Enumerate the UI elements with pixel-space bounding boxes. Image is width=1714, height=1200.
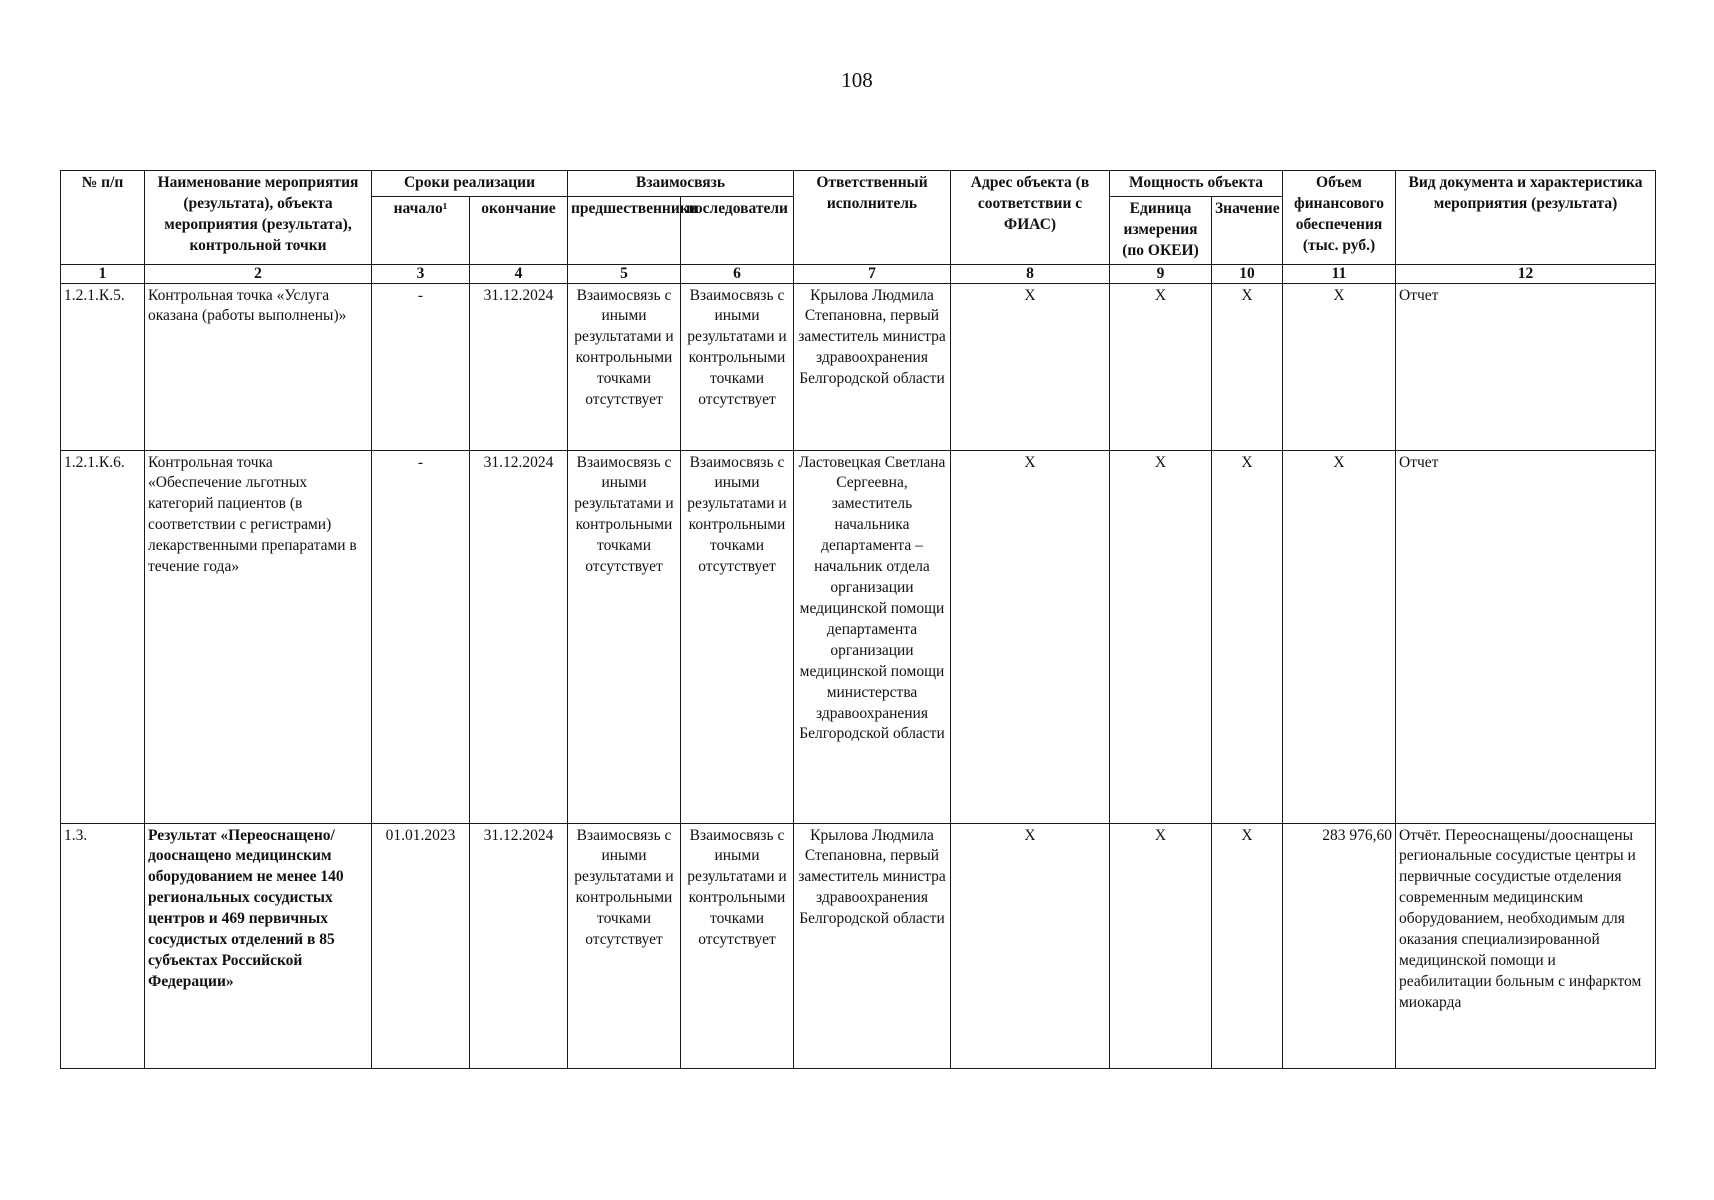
row-finance: Х (1283, 283, 1396, 450)
column-numbers-row (61, 264, 1656, 283)
row-document: Отчёт. Переоснащены/дооснащены региональные сосудистые центры и первичные сосудистые отделения современным медицинским оборудованием, необходимым для оказания специализированной медицинской помощи и реабилитации больным с инфарктом миокарда (1396, 823, 1656, 1068)
row-start-date: 01.01.2023 (372, 823, 470, 1068)
row-unit: Х (1110, 450, 1212, 823)
row-number: 1.2.1.К.5. (61, 283, 145, 450)
row-predecessors: Взаимосвязь с иными результатами и контрольными точками отсутствует (568, 823, 681, 1068)
header-successors: последователи (681, 196, 794, 264)
page-number: 108 (841, 68, 873, 92)
column-number: 4 (470, 264, 568, 283)
row-predecessors: Взаимосвязь с иными результатами и контрольными точками отсутствует (568, 283, 681, 450)
column-number: 11 (1283, 264, 1396, 283)
row-responsible: Ластовецкая Светлана Сергеевна, заместитель начальника департамента – начальник отдела организации медицинской помощи департамента организации медицинской помощи министерства здравоохранения Белгородской области (794, 450, 951, 823)
measures-table (60, 170, 1656, 1069)
column-number: 8 (951, 264, 1110, 283)
row-value: Х (1212, 283, 1283, 450)
column-number: 7 (794, 264, 951, 283)
row-successors: Взаимосвязь с иными результатами и контрольными точками отсутствует (681, 450, 794, 823)
header-start: начало¹ (372, 196, 470, 264)
table-row (61, 823, 1656, 1068)
header-capacity: Мощность объекта (1110, 171, 1283, 197)
row-address: Х (951, 823, 1110, 1068)
header-value: Значение (1212, 196, 1283, 264)
row-document: Отчет (1396, 450, 1656, 823)
column-number: 12 (1396, 264, 1656, 283)
row-document: Отчет (1396, 283, 1656, 450)
row-successors: Взаимосвязь с иными результатами и контрольными точками отсутствует (681, 283, 794, 450)
header-dates: Сроки реализации (372, 171, 568, 197)
header-end: окончание (470, 196, 568, 264)
row-value: Х (1212, 823, 1283, 1068)
header-num: № п/п (61, 171, 145, 265)
table-row (61, 450, 1656, 823)
row-name: Контрольная точка «Услуга оказана (работы выполнены)» (145, 283, 372, 450)
header-row-1 (61, 171, 1656, 197)
column-number: 9 (1110, 264, 1212, 283)
header-address: Адрес объекта (в соответствии с ФИАС) (951, 171, 1110, 265)
table-row (61, 283, 1656, 450)
header-name: Наименование мероприятия (результата), объекта мероприятия (результата), контрольной точки (145, 171, 372, 265)
row-end-date: 31.12.2024 (470, 823, 568, 1068)
row-value: Х (1212, 450, 1283, 823)
column-number: 1 (61, 264, 145, 283)
header-relations: Взаимосвязь (568, 171, 794, 197)
row-name: Контрольная точка «Обеспечение льготных категорий пациентов (в соответствии с регистрами) лекарственными препаратами в течение года» (145, 450, 372, 823)
row-predecessors: Взаимосвязь с иными результатами и контрольными точками отсутствует (568, 450, 681, 823)
row-responsible: Крылова Людмила Степановна, первый заместитель министра здравоохранения Белгородской области (794, 283, 951, 450)
row-end-date: 31.12.2024 (470, 450, 568, 823)
row-finance: Х (1283, 450, 1396, 823)
header-responsible: Ответственный исполнитель (794, 171, 951, 265)
header-document: Вид документа и характеристика мероприятия (результата) (1396, 171, 1656, 265)
row-finance: 283 976,60 (1283, 823, 1396, 1068)
column-number: 3 (372, 264, 470, 283)
row-address: Х (951, 450, 1110, 823)
header-unit: Единица измерения (по ОКЕИ) (1110, 196, 1212, 264)
row-start-date: - (372, 283, 470, 450)
row-address: Х (951, 283, 1110, 450)
row-number: 1.3. (61, 823, 145, 1068)
row-responsible: Крылова Людмила Степановна, первый заместитель министра здравоохранения Белгородской области (794, 823, 951, 1068)
row-end-date: 31.12.2024 (470, 283, 568, 450)
row-start-date: - (372, 450, 470, 823)
row-name: Результат «Переоснащено/дооснащено медицинским оборудованием не менее 140 региональных сосудистых центров и 469 первичных сосудистых отделений в 85 субъектах Российской Федерации» (145, 823, 372, 1068)
row-number: 1.2.1.К.6. (61, 450, 145, 823)
header-finance: Объем финансового обеспечения (тыс. руб.) (1283, 171, 1396, 265)
row-unit: Х (1110, 283, 1212, 450)
column-number: 5 (568, 264, 681, 283)
header-predecessors: предшественники (568, 196, 681, 264)
row-successors: Взаимосвязь с иными результатами и контрольными точками отсутствует (681, 823, 794, 1068)
column-number: 2 (145, 264, 372, 283)
column-number: 6 (681, 264, 794, 283)
column-number: 10 (1212, 264, 1283, 283)
row-unit: Х (1110, 823, 1212, 1068)
